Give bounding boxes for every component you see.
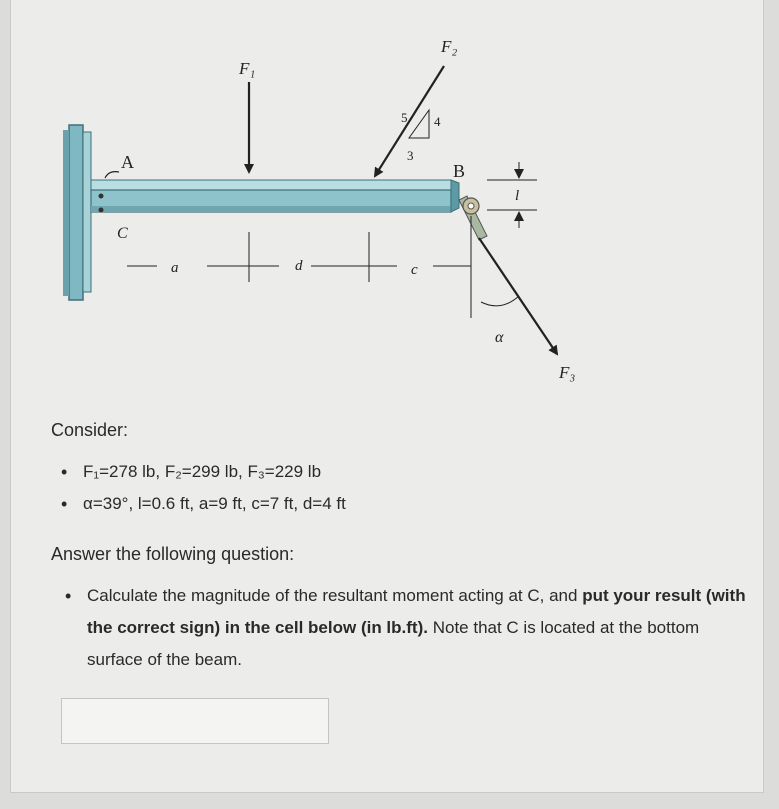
problem-page [10, 0, 764, 793]
dim-a-label: a [171, 260, 179, 276]
dim-l-label: l [515, 188, 520, 204]
f3-label: F₃ [559, 363, 576, 382]
f3-arrow [479, 238, 557, 354]
beam [91, 180, 459, 213]
wall [63, 125, 91, 300]
slope-triangle [401, 110, 441, 163]
slope-3-label: 3 [407, 148, 414, 163]
given-dimensions: • α=39°, l=0.6 ft, a=9 ft, c=7 ft, d=4 ft [55, 490, 346, 522]
dimension-l [487, 162, 537, 228]
point-a-arc [105, 172, 119, 178]
point-b-label: B [453, 161, 466, 181]
point-a-label: A [121, 152, 134, 172]
question-bold: put your result (with the correct sign) in the cell below (in lb.ft). [87, 586, 746, 637]
dimension-line [127, 232, 471, 282]
link-arm [459, 196, 487, 240]
point-c-label: C [117, 225, 128, 242]
alpha-label: α [495, 329, 504, 346]
dim-c-label: c [411, 262, 418, 278]
slope-5-label: 5 [401, 110, 408, 125]
answer-input[interactable] [61, 698, 329, 744]
slope-4-label: 4 [434, 114, 441, 129]
question-part-2: Note that C is located at the bottom surface of the beam. [87, 618, 700, 669]
beam-diagram [39, 20, 609, 400]
alpha-arc [481, 296, 519, 306]
given-forces: • F₁=278 lb, F₂=299 lb, F₃=229 lb [55, 458, 346, 490]
answer-heading: Answer the following question: [51, 544, 295, 564]
dim-d-label: d [295, 258, 303, 274]
f2-label: F₂ [441, 37, 458, 56]
given-values-list [55, 458, 346, 522]
question-text [59, 580, 747, 676]
question-part-1: Calculate the magnitude of the resultant moment acting at C, and [87, 586, 583, 605]
f1-label: F₁ [239, 59, 256, 78]
beam-diagram-svg [39, 20, 609, 400]
consider-heading: Consider: [51, 420, 129, 440]
